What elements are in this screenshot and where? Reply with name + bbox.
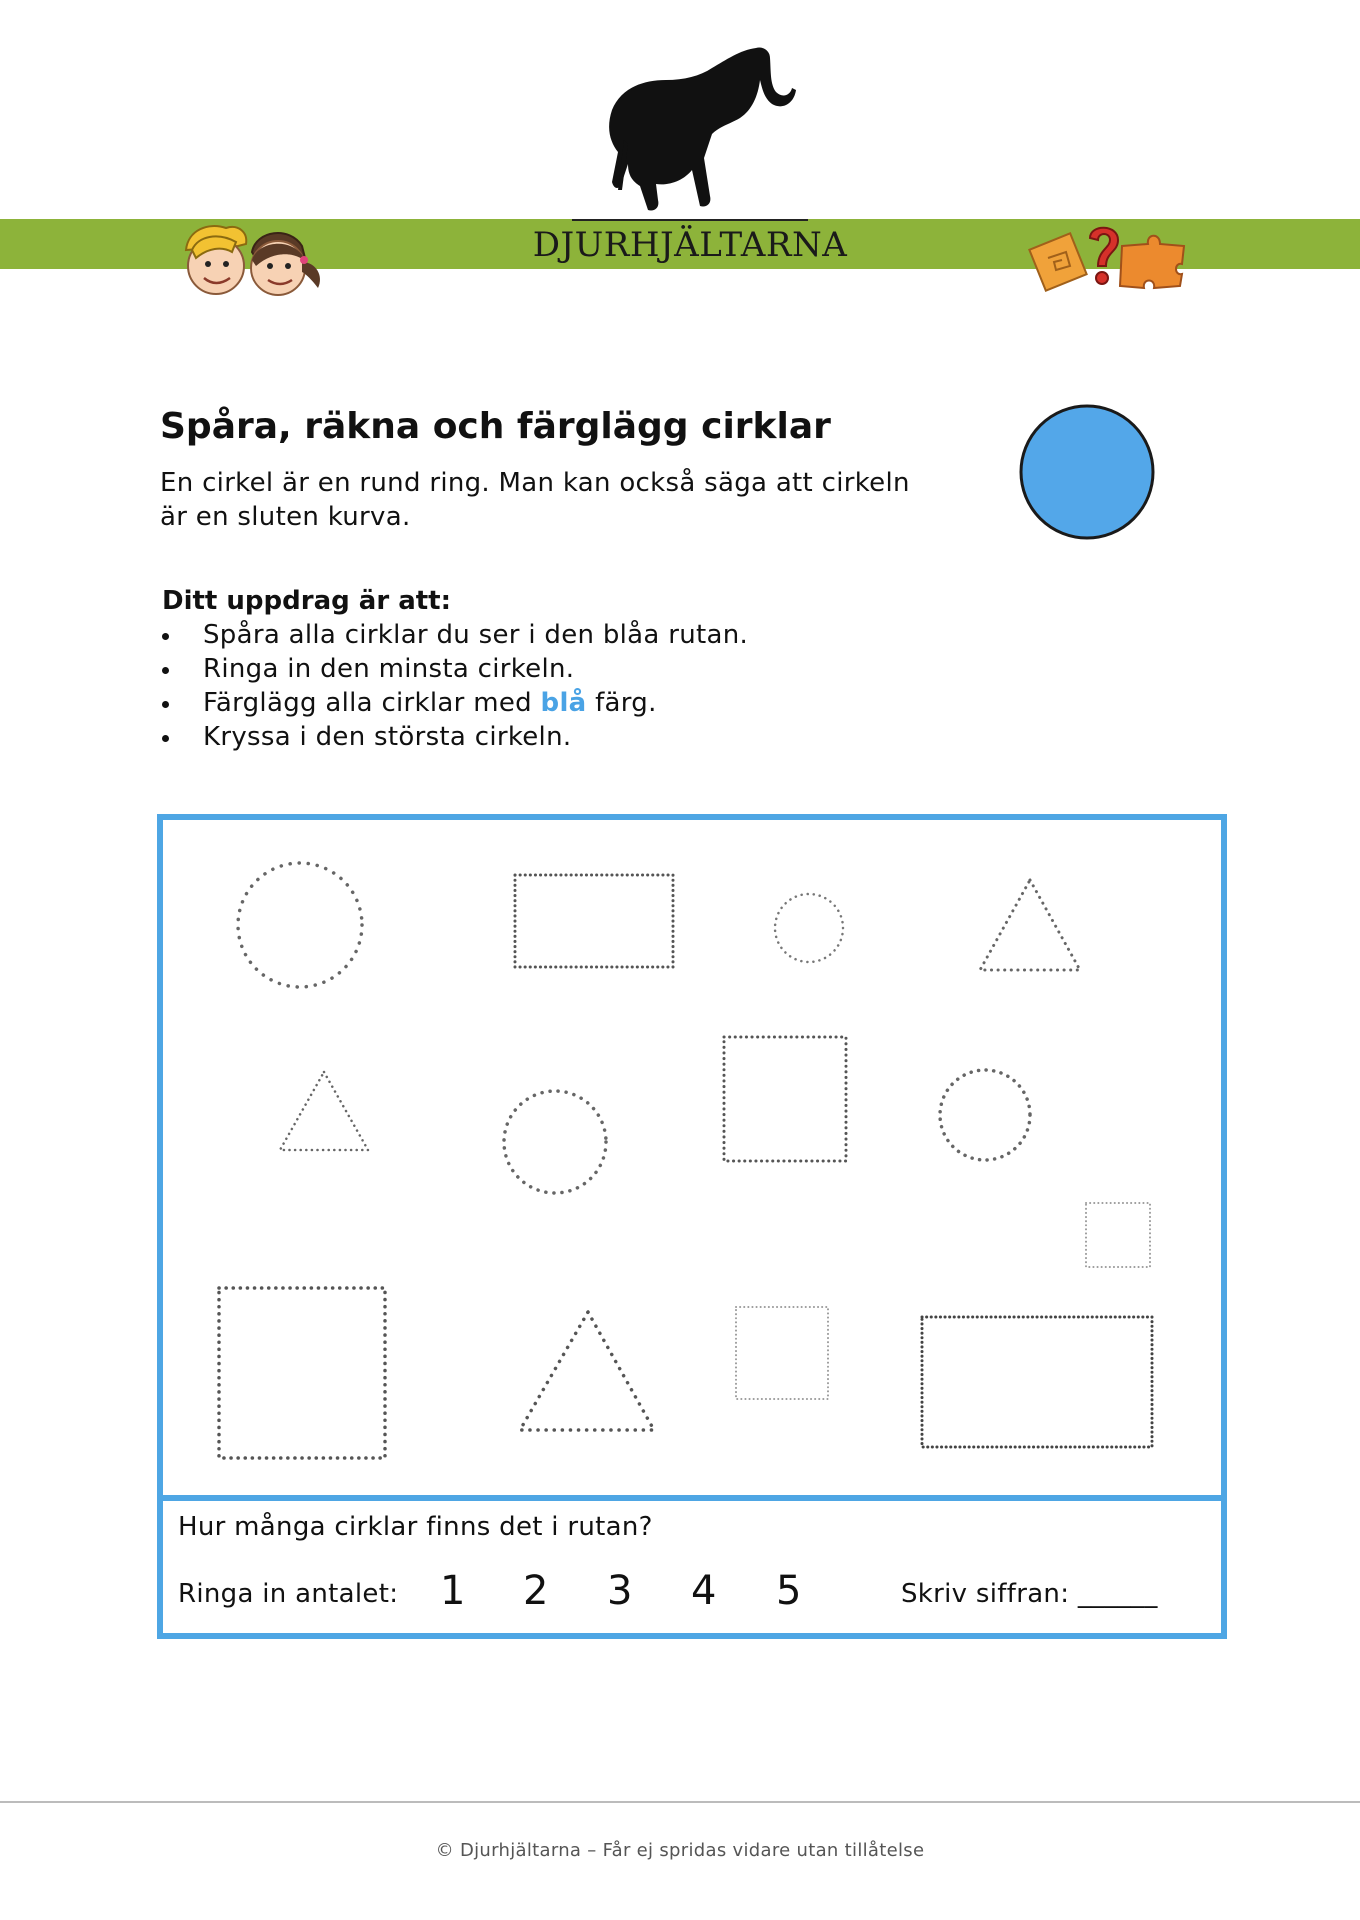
answer-number-3[interactable]: 3 [607, 1568, 633, 1614]
task-item: Ringa in den minsta cirkeln. [160, 652, 748, 686]
dotted-triangle[interactable] [280, 1072, 368, 1150]
task-heading: Ditt uppdrag är att: [162, 586, 451, 616]
blue-word: blå [540, 688, 587, 718]
answer-label: Ringa in antalet: [178, 1579, 399, 1609]
dotted-circle[interactable] [775, 894, 843, 962]
write-answer-field[interactable]: Skriv siffran: ______ [901, 1579, 1158, 1609]
task-text: Färglägg alla cirklar med [203, 688, 532, 718]
dotted-triangle[interactable] [520, 1312, 654, 1430]
answer-number-2[interactable]: 2 [523, 1568, 549, 1614]
brand-name: DJURHJÄLTARNA [532, 225, 848, 265]
dotted-circle[interactable] [940, 1070, 1030, 1160]
page-title: Spåra, räkna och färglägg cirklar [160, 406, 831, 447]
answer-number-1[interactable]: 1 [440, 1568, 466, 1614]
dotted-rectangle[interactable] [922, 1317, 1152, 1447]
task-item: Spåra alla cirklar du ser i den blåa rutan. [160, 618, 748, 652]
dotted-square[interactable] [1086, 1203, 1150, 1267]
dotted-square[interactable] [724, 1037, 846, 1161]
intro-text: En cirkel är en rund ring. Man kan också säga att cirkeln är en sluten kurva. [160, 468, 910, 532]
dotted-triangle[interactable] [980, 880, 1080, 970]
question-text: Hur många cirklar finns det i rutan? [178, 1512, 653, 1542]
dotted-circle[interactable] [504, 1091, 606, 1193]
dotted-rectangle[interactable] [515, 875, 673, 967]
task-item: Kryssa i den största cirkeln. [160, 720, 748, 754]
dotted-square[interactable] [736, 1307, 828, 1399]
dotted-circle[interactable] [238, 863, 362, 987]
copyright-footer: © Djurhjältarna – Får ej spridas vidare utan tillåtelse [435, 1840, 925, 1861]
answer-number-4[interactable]: 4 [691, 1568, 717, 1614]
box-divider [157, 1495, 1227, 1501]
dotted-square[interactable] [219, 1288, 385, 1458]
footer-divider [0, 1801, 1360, 1803]
task-text: färg. [595, 688, 657, 718]
answer-number-5[interactable]: 5 [776, 1568, 802, 1614]
